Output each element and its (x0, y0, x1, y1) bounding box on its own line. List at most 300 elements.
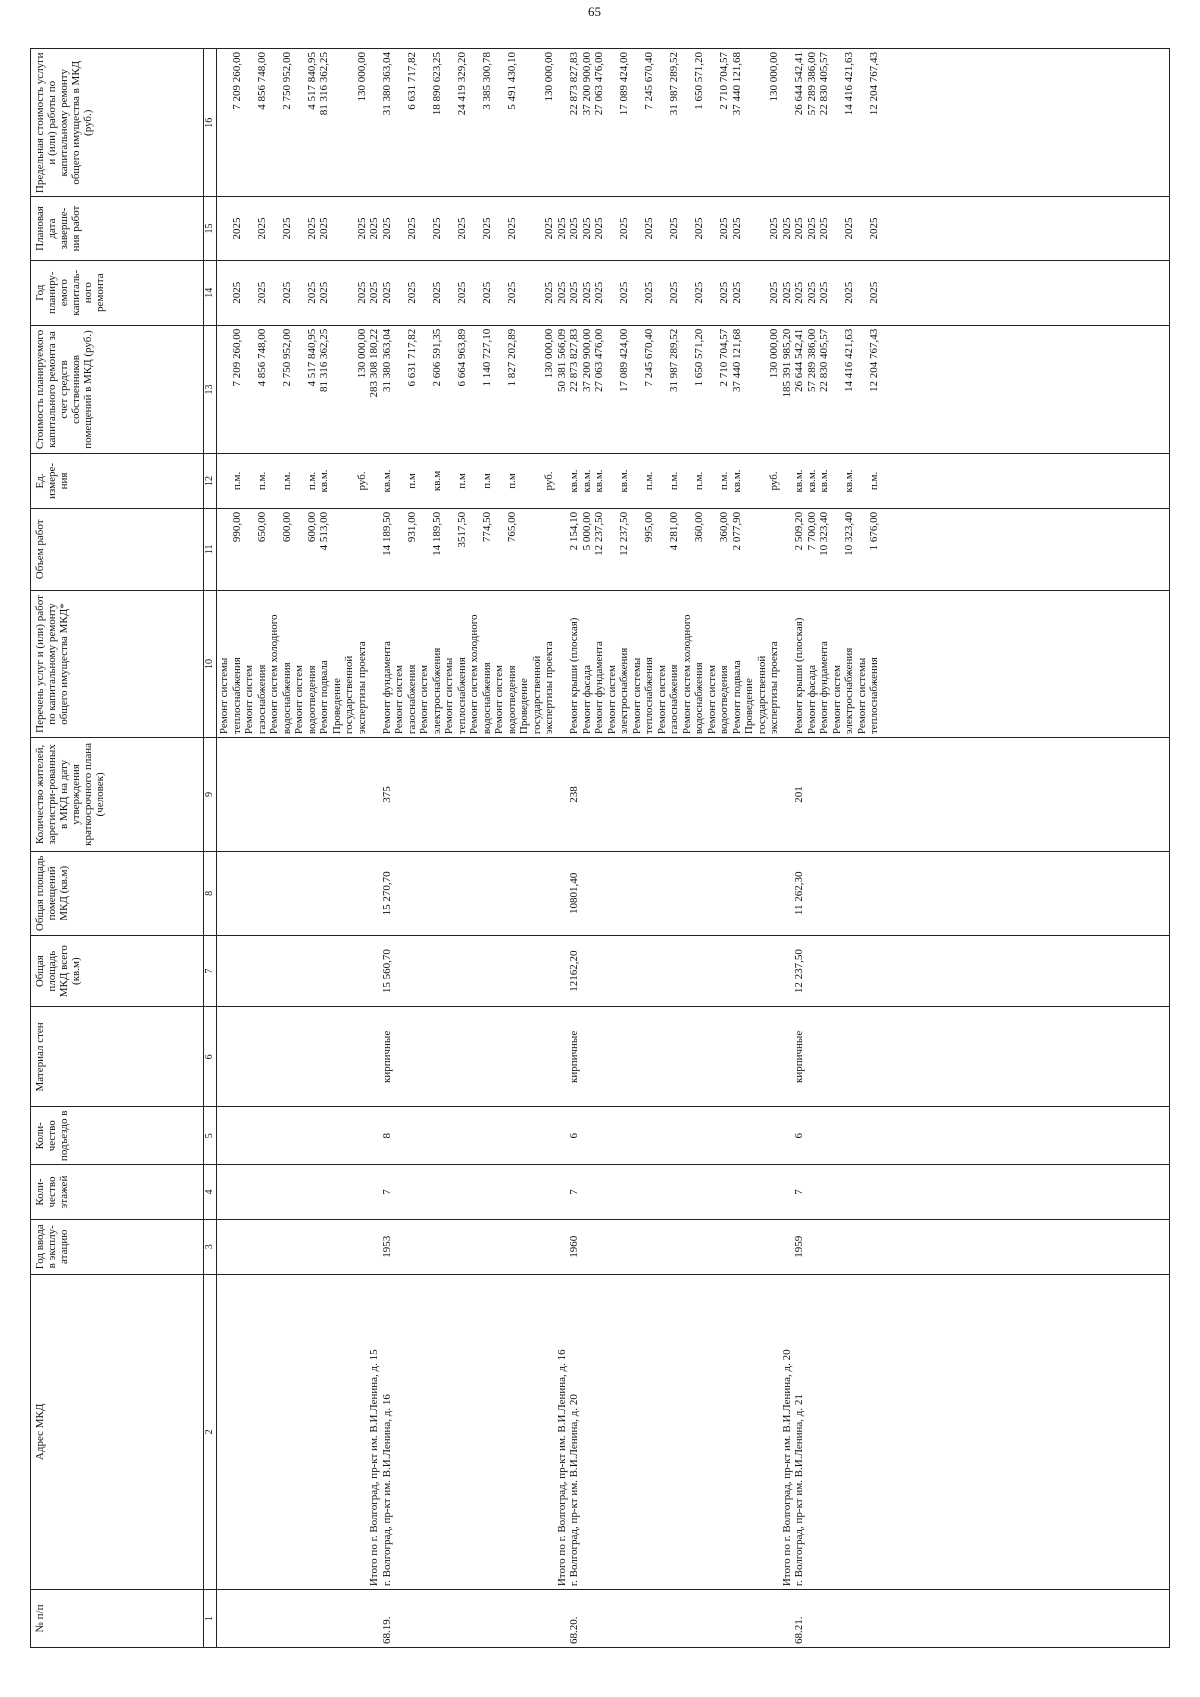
table-line (281, 1010, 294, 1103)
table-line (543, 939, 556, 1004)
table-line (706, 1168, 719, 1216)
table-line: п.м. (868, 471, 880, 491)
table-line (406, 1010, 419, 1103)
table-line (318, 741, 331, 848)
table-line (293, 512, 306, 587)
table-line (493, 264, 506, 322)
table-line: 990,00 (230, 511, 243, 543)
table-line (343, 1223, 356, 1271)
table-line (731, 1010, 744, 1103)
table-line (531, 1010, 544, 1103)
table-line (656, 1223, 669, 1271)
column-number-14: 14 (204, 260, 217, 325)
table-line: 2025 (480, 217, 493, 240)
table-line (756, 1223, 769, 1271)
table-line (556, 855, 569, 932)
table-line (843, 855, 856, 932)
table-line (418, 741, 431, 848)
column-cell-1 (217, 1590, 1170, 1648)
table-line (743, 1168, 756, 1216)
table-line (256, 939, 269, 1004)
table-line (556, 1223, 569, 1271)
table-line (493, 1110, 506, 1161)
column-number-9: 9 (204, 738, 217, 852)
table-line: 2025 (430, 217, 443, 240)
table-line: 2025 (668, 217, 680, 240)
table-line: 2025 (230, 281, 243, 304)
table-line (343, 1110, 356, 1161)
table-line: п.м. (718, 471, 730, 491)
column-header-14: Год планиру-емого капиталь-ного ремонта (31, 260, 204, 325)
table-line: 2025 (768, 281, 780, 304)
table-line (756, 1278, 769, 1587)
table-line (581, 1223, 594, 1271)
table-line: электроснабжения (430, 647, 443, 735)
table-line: водоотведения (305, 665, 318, 735)
table-line (743, 939, 756, 1004)
table-line: 2025 (568, 281, 580, 304)
table-line (518, 1168, 531, 1216)
table-line (856, 1110, 869, 1161)
table-line (431, 1278, 444, 1587)
table-line: г. Волгоград, пр-кт им. В.И.Ленина, д. 16 (380, 1394, 393, 1587)
table-line (331, 52, 344, 193)
table-line (256, 1278, 269, 1587)
table-line (618, 855, 631, 932)
table-line (231, 855, 244, 932)
table-line (656, 939, 669, 1004)
table-line: Ремонт систем (830, 665, 843, 735)
table-line (818, 855, 831, 932)
table-line (581, 1168, 594, 1216)
table-line (856, 200, 869, 256)
table-line: 2025 (780, 281, 793, 304)
table-line (656, 200, 669, 256)
table-line: 2025 (693, 217, 705, 240)
table-line (756, 512, 769, 587)
table-line (243, 1010, 256, 1103)
table-line (756, 457, 769, 505)
table-line (231, 1010, 244, 1103)
table-line (443, 741, 456, 848)
table-line (518, 1593, 531, 1644)
column-header-1: № п/п (31, 1590, 204, 1648)
table-line (718, 1593, 731, 1644)
table-line (668, 1278, 681, 1587)
table-line (831, 52, 844, 193)
table-line (243, 512, 256, 587)
table-line: 2025 (255, 217, 268, 240)
table-line (681, 200, 694, 256)
table-line (768, 512, 781, 587)
table-line (256, 1110, 269, 1161)
table-line (631, 1010, 644, 1103)
table-line (768, 1278, 781, 1587)
table-line (243, 1110, 256, 1161)
table-line: 130 000,00 (355, 52, 368, 102)
table-line (593, 1010, 606, 1103)
table-line (318, 939, 331, 1004)
table-line (268, 855, 281, 932)
table-line (443, 52, 456, 193)
table-line (681, 1278, 694, 1587)
table-line: 37 200 900,00 (580, 52, 593, 116)
table-line (556, 741, 569, 848)
table-line: 12 237,50 (793, 949, 805, 994)
table-line: 2025 (843, 281, 855, 304)
table-line (293, 457, 306, 505)
table-line: водоснабжения (480, 662, 493, 735)
table-line (668, 1593, 681, 1644)
table-line (618, 1593, 631, 1644)
table-line: 3517,50 (455, 511, 468, 548)
table-line: 2025 (355, 281, 368, 304)
table-line: 238 (568, 786, 580, 803)
table-line: Ремонт крыши (плоская) (793, 617, 805, 735)
table-line (318, 1593, 331, 1644)
column-number-15: 15 (204, 197, 217, 260)
column-number-6: 6 (204, 1007, 217, 1107)
table-line (343, 855, 356, 932)
table-line (606, 1168, 619, 1216)
table-line (331, 1278, 344, 1587)
table-line (368, 1223, 381, 1271)
table-line: 57 289 386,00 (805, 328, 818, 393)
table-line (231, 1168, 244, 1216)
table-line (868, 1110, 881, 1161)
column-cell-11 (217, 508, 1170, 590)
table-line (681, 1168, 694, 1216)
table-line (443, 1110, 456, 1161)
table-line: 12 237,50 (593, 511, 605, 556)
table-line: 130 000,00 (768, 52, 780, 102)
table-line (431, 1010, 444, 1103)
column-cell-9 (217, 738, 1170, 852)
table-line (631, 939, 644, 1004)
table-line (518, 512, 531, 587)
table-line: 81 316 362,25 (318, 328, 330, 393)
table-line (368, 1593, 381, 1644)
table-line (531, 741, 544, 848)
table-line (293, 1593, 306, 1644)
table-line: 2025 (693, 281, 705, 304)
table-line (431, 741, 444, 848)
table-line: газоснабжения (255, 664, 268, 735)
table-line: 17 089 424,00 (618, 52, 630, 116)
table-line (606, 1278, 619, 1587)
table-line (556, 1593, 569, 1644)
table-line: 10801,40 (568, 872, 580, 914)
column-number-11: 11 (204, 508, 217, 590)
table-line (856, 1168, 869, 1216)
table-line (218, 939, 231, 1004)
table-line (831, 1278, 844, 1587)
table-line: 201 (793, 786, 805, 803)
table-line (543, 855, 556, 932)
table-line (418, 200, 431, 256)
table-line: Ремонт подвала (730, 660, 743, 735)
table-line (681, 939, 694, 1004)
table-line (806, 1278, 819, 1587)
table-line: 2025 (643, 217, 655, 240)
table-line (831, 939, 844, 1004)
table-line (556, 939, 569, 1004)
table-line (331, 855, 344, 932)
table-line (818, 1593, 831, 1644)
table-line (256, 855, 269, 932)
table-line (693, 855, 706, 932)
table-line (856, 264, 869, 322)
table-line (743, 1278, 756, 1587)
table-line (218, 52, 231, 193)
table-line (743, 52, 756, 193)
table-line (606, 512, 619, 587)
table-line (718, 1278, 731, 1587)
table-line: п.м. (643, 471, 655, 491)
table-line (343, 264, 356, 322)
table-line (356, 939, 369, 1004)
table-line (531, 200, 544, 256)
table-line: 2 077,90 (730, 511, 743, 551)
table-line: 22 830 405,57 (818, 52, 830, 116)
table-line (593, 741, 606, 848)
table-line (706, 1278, 719, 1587)
table-line (343, 1010, 356, 1103)
table-line (506, 1593, 519, 1644)
table-line: Ремонт систем (655, 665, 668, 735)
table-line (768, 1593, 781, 1644)
table-line: 6 631 717,82 (405, 328, 418, 387)
table-line (606, 200, 619, 256)
table-line (231, 939, 244, 1004)
table-line (343, 329, 356, 450)
table-line: 2025 (543, 281, 555, 304)
table-line (606, 1223, 619, 1271)
table-line (818, 939, 831, 1004)
table-line (543, 1010, 556, 1103)
table-line (456, 855, 469, 932)
table-line (506, 1110, 519, 1161)
table-line (518, 939, 531, 1004)
column-header-7: Общая площадь МКД всего (кв.м) (31, 935, 204, 1007)
table-line: 12 204 767,43 (868, 328, 880, 393)
table-line: 15 270,70 (380, 871, 393, 916)
table-line (756, 1168, 769, 1216)
table-line (468, 1110, 481, 1161)
column-header-16: Предельная стоимость услуги и (или) работы по капитальному ремонту общего имущества в МКД (руб.) (31, 49, 204, 197)
table-line (581, 741, 594, 848)
table-line: Ремонт крыши (плоская) (568, 617, 580, 735)
table-line: 931,00 (405, 511, 418, 543)
table-line: 12 237,50 (618, 511, 630, 556)
table-line (268, 200, 281, 256)
table-line: 2025 (618, 217, 630, 240)
table-line (468, 1223, 481, 1271)
table-line: Ремонт фундамента (593, 641, 605, 735)
table-line (868, 1010, 881, 1103)
table-line: газоснабжения (405, 664, 418, 735)
table-line (481, 1168, 494, 1216)
table-line: п.м. (255, 471, 268, 491)
table-line (468, 264, 481, 322)
table-line: кирпичные (793, 1030, 805, 1083)
column-number-1: 1 (204, 1590, 217, 1648)
column-number-8: 8 (204, 851, 217, 935)
table-line (681, 855, 694, 932)
table-line: 22 830 405,57 (818, 328, 830, 393)
table-line: 7 700,00 (805, 511, 818, 551)
table-line (606, 741, 619, 848)
table-line (243, 1223, 256, 1271)
table-line (743, 1593, 756, 1644)
table-line (218, 1010, 231, 1103)
table-line (868, 939, 881, 1004)
table-line: 2025 (568, 217, 580, 240)
table-line (806, 1223, 819, 1271)
table-line (493, 939, 506, 1004)
table-line (243, 939, 256, 1004)
table-line (331, 741, 344, 848)
column-header-15: Плановая дата заверше-ния работ (31, 197, 204, 260)
table-line (843, 1110, 856, 1161)
table-line (243, 52, 256, 193)
table-line (468, 741, 481, 848)
table-line (356, 1010, 369, 1103)
table-line: 2025 (730, 281, 743, 304)
table-line: 11 262,30 (793, 871, 805, 916)
table-line: 50 381 566,09 (555, 328, 568, 393)
capital-repair-table (30, 48, 1170, 1648)
table-line (406, 1278, 419, 1587)
table-line (781, 594, 794, 734)
table-line (481, 1110, 494, 1161)
table-line (693, 741, 706, 848)
table-line (693, 1010, 706, 1103)
table-line (631, 200, 644, 256)
table-line (456, 1010, 469, 1103)
table-line: 57 289 386,00 (805, 52, 818, 116)
table-line (593, 1593, 606, 1644)
table-line (668, 855, 681, 932)
table-line: 68.20. (568, 1616, 580, 1644)
table-line: государственной (343, 655, 355, 735)
table-line: Проведение (330, 678, 343, 735)
table-line: 2025 (718, 281, 730, 304)
table-line (818, 1110, 831, 1161)
table-line (243, 200, 256, 256)
table-line: 2025 (718, 217, 730, 240)
table-line (331, 264, 344, 322)
table-line (743, 264, 756, 322)
table-line: 2025 (480, 281, 493, 304)
table-line (368, 594, 381, 734)
table-line: 37 440 121,68 (730, 52, 743, 116)
table-line (618, 1010, 631, 1103)
table-line (856, 855, 869, 932)
table-line: 7 (568, 1189, 580, 1195)
table-line (731, 939, 744, 1004)
table-line (706, 264, 719, 322)
table-line: Ремонт систем холодного (468, 614, 480, 735)
table-line: 81 316 362,25 (318, 52, 330, 116)
table-line (393, 512, 406, 587)
table-line (518, 1223, 531, 1271)
table-line (506, 1010, 519, 1103)
table-line (781, 1010, 794, 1103)
table-line: Ремонт систем (493, 665, 505, 735)
table-line (368, 52, 381, 193)
table-line (268, 741, 281, 848)
table-line (768, 1168, 781, 1216)
table-line (831, 741, 844, 848)
column-number-5: 5 (204, 1107, 217, 1165)
table-line (606, 264, 619, 322)
table-line: 2025 (805, 281, 818, 304)
table-line: кв.м. (618, 469, 630, 493)
table-line (431, 1168, 444, 1216)
table-line (843, 1223, 856, 1271)
column-number-16: 16 (204, 49, 217, 197)
table-line (493, 512, 506, 587)
table-line (281, 1110, 294, 1161)
table-line: Ремонт системы (855, 657, 868, 735)
table-line (406, 1110, 419, 1161)
table-line: Итого по г. Волгоград, пр-кт им. В.И.Ленина, д. 20 (780, 1349, 793, 1587)
table-line (343, 200, 356, 256)
table-line (731, 1278, 744, 1587)
table-line (218, 855, 231, 932)
table-line (756, 329, 769, 450)
table-line (531, 939, 544, 1004)
table-line (706, 741, 719, 848)
table-line: 2025 (505, 217, 518, 240)
table-line (393, 1168, 406, 1216)
table-line: 31 987 289,52 (668, 52, 680, 116)
table-line (268, 512, 281, 587)
table-line (656, 1110, 669, 1161)
table-line (493, 1593, 506, 1644)
table-line (606, 1593, 619, 1644)
table-line (393, 939, 406, 1004)
table-line (356, 1278, 369, 1587)
table-line: 185 391 985,20 (780, 328, 793, 398)
table-line (468, 1010, 481, 1103)
table-line: 2025 (380, 217, 393, 240)
table-line (681, 457, 694, 505)
table-line (218, 741, 231, 848)
column-header-13: Стоимость планируемого капитального ремонта за счет средств собственников помещений в МКД (руб.) (31, 325, 204, 453)
table-line: 600,00 (305, 511, 318, 543)
table-line (706, 1223, 719, 1271)
table-line (306, 1223, 319, 1271)
table-line (681, 1223, 694, 1271)
table-line (281, 939, 294, 1004)
table-line (806, 939, 819, 1004)
table-line: 6 (568, 1133, 580, 1139)
table-line: Ремонт систем (243, 665, 255, 735)
table-line: 1 650 571,20 (693, 52, 705, 110)
table-line (518, 264, 531, 322)
table-line (318, 1223, 331, 1271)
table-line: 2025 (730, 217, 743, 240)
table-line (243, 329, 256, 450)
table-line (293, 200, 306, 256)
table-line: 1960 (568, 1235, 580, 1258)
table-line: газоснабжения (668, 664, 680, 735)
table-line: кв.м (430, 470, 443, 492)
table-line (331, 329, 344, 450)
table-line: 4 513,00 (318, 511, 330, 551)
